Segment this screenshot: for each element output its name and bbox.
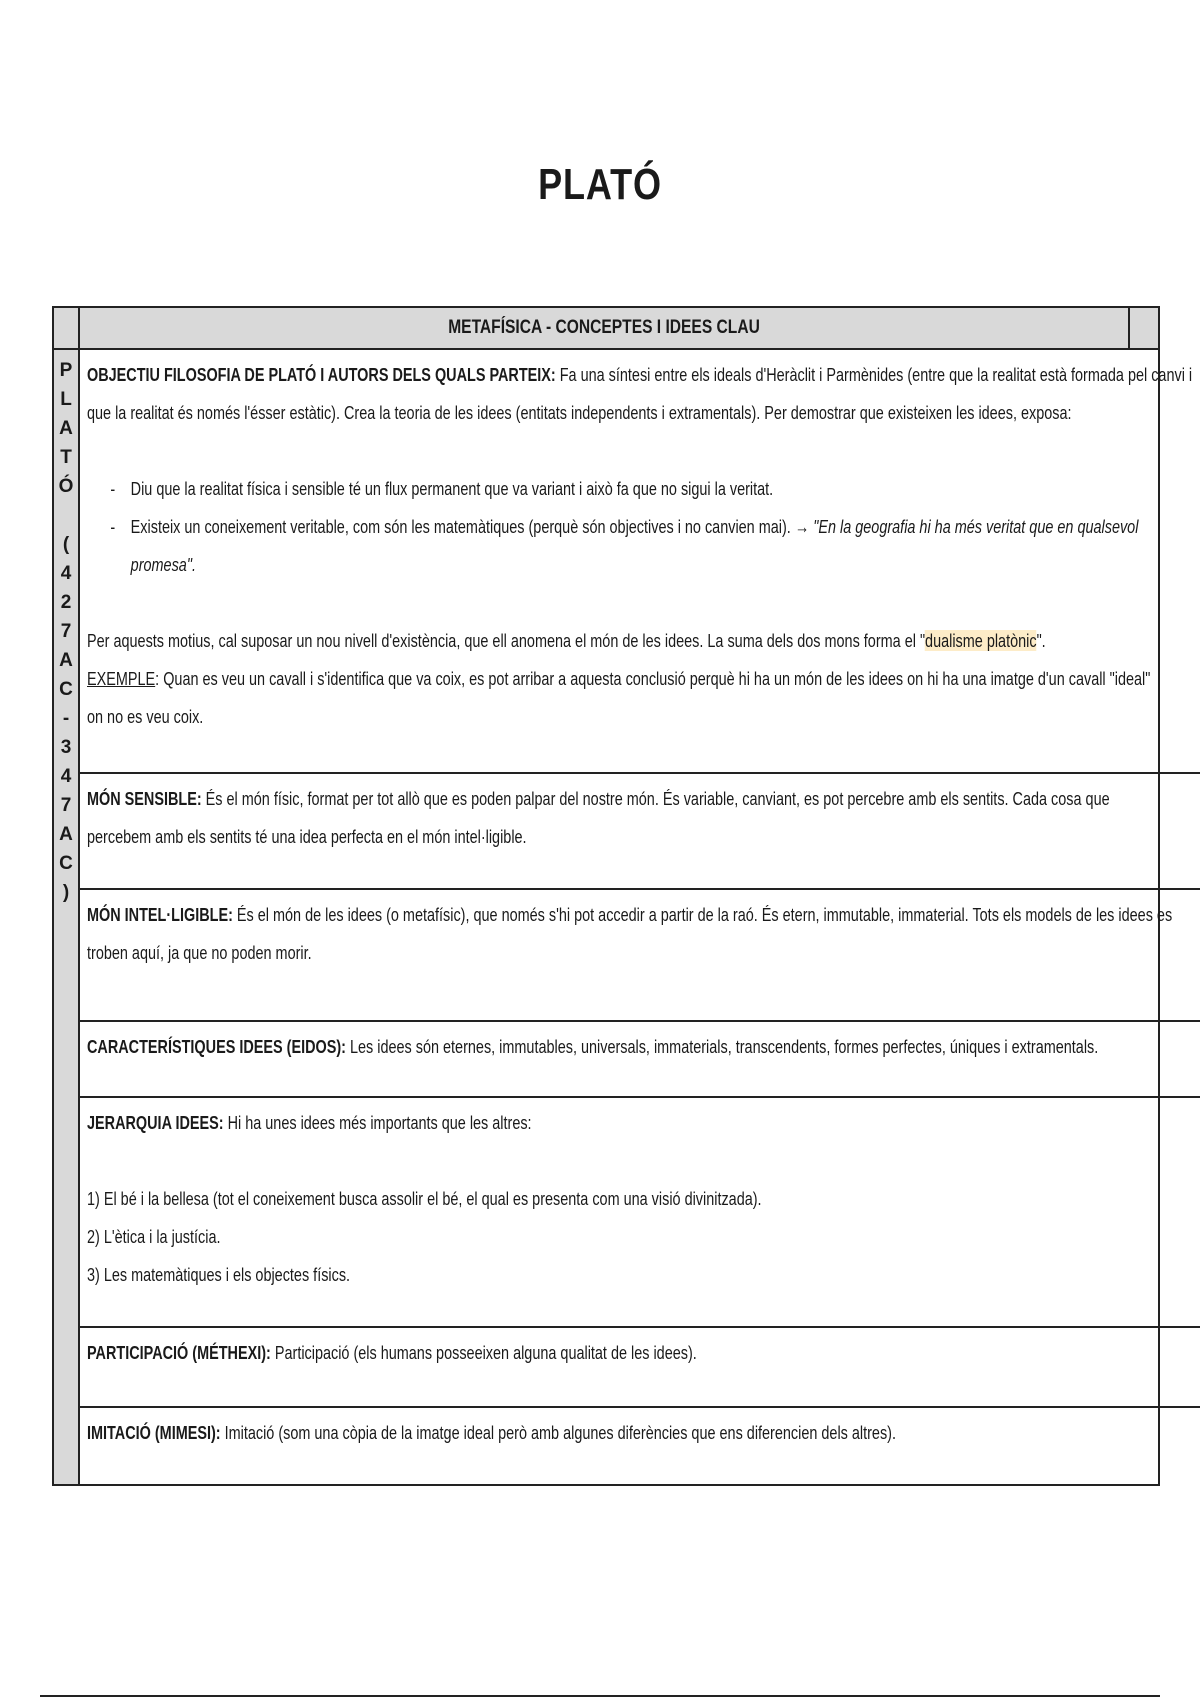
side-char: C	[59, 679, 73, 700]
side-char: A	[59, 650, 73, 671]
mon-sensible-text: És el món físic, format per tot allò que es poden palpar del nostre món. És variable, canviant, es pot percebre amb els sentits. Cada cosa que	[201, 788, 1110, 809]
bullet-quote: "En la geografia hi ha més veritat que en qualsevol	[813, 516, 1139, 537]
section-imitacio	[80, 1408, 1200, 1484]
bullet-marker: -	[110, 516, 116, 537]
highlighted-term: dualisme platònic	[925, 630, 1037, 651]
sections	[80, 350, 1200, 1484]
concepts-table	[52, 306, 1193, 1486]
side-char: 7	[60, 795, 72, 816]
spacer	[87, 1142, 1200, 1180]
section-mon-sensible	[80, 774, 1200, 890]
para-text: Per aquests motius, cal suposar un nou nivell d'existència, que ell anomena el món de les idees. La suma dels dos mons forma el "	[87, 630, 926, 651]
bullet-item	[87, 470, 1140, 508]
objectiu-line-1	[87, 356, 1193, 394]
example-text: : Quan es veu un cavall i s'identifica que va coix, es pot arribar a aquesta conclusió perquè hi ha un món de les idees on hi ha una imatge d'un cavall "ideal"	[155, 668, 1151, 689]
side-char: 3	[60, 737, 72, 758]
participacio-text: Participació (els humans posseeixen alguna qualitat de les idees).	[270, 1342, 697, 1363]
participacio-heading: PARTICIPACIÓ (MÉTHEXI):	[87, 1342, 271, 1363]
list-item: 1) El bé i la bellesa (tot el coneixement busca assolir el bé, el qual es presenta com una visió divinitzada).	[87, 1188, 762, 1209]
example-line	[87, 660, 1151, 698]
side-char: T	[60, 447, 72, 468]
jerarquia-heading: JERARQUIA IDEES:	[87, 1112, 224, 1133]
mon-sensible-line-2: percebem amb els sentits té una idea perfecta en el món intel·ligible.	[87, 826, 527, 847]
caracteristiques-heading: CARACTERÍSTIQUES IDEES (EIDOS):	[87, 1036, 346, 1057]
section-objectiu	[80, 350, 1200, 774]
objectiu-line-2: que la realitat és només l'ésser estàtic). Crea la teoria de les idees (entitats independents i extramentals). Per demostrar que existeixen les idees, exposa:	[87, 402, 1072, 423]
section-caracteristiques	[80, 1022, 1200, 1098]
jerarquia-line	[87, 1104, 1117, 1142]
mon-intelligible-heading: MÓN INTEL·LIGIBLE:	[87, 904, 233, 925]
table-header-text: METAFÍSICA - CONCEPTES I IDEES CLAU	[448, 317, 760, 338]
side-char: (	[62, 534, 70, 555]
side-char: 4	[60, 563, 72, 584]
example-continuation: on no es veu coix.	[87, 706, 204, 727]
mon-intelligible-text: És el món de les idees (o metafísic), que només s'hi pot accedir a partir de la raó. És etern, immutable, immaterial. Tots els models de les idees es	[232, 904, 1173, 925]
spacer	[87, 432, 1200, 470]
bullet-text: Existeix un coneixement veritable, com són les matemàtiques (perquè són objectives i no canvien mai). →	[130, 516, 814, 537]
side-char: Ó	[58, 476, 74, 497]
bottom-rule	[40, 1695, 1160, 1697]
mon-sensible-line-1	[87, 780, 1117, 818]
side-char: )	[62, 882, 70, 903]
caracteristiques-text: Les idees són eternes, immutables, universals, immaterials, transcendents, formes perfectes, úniques i extramentals.	[345, 1036, 1099, 1057]
side-char: P	[59, 360, 73, 381]
imitacio-text: Imitació (som una còpia de la imatge ideal però amb algunes diferències que ens diferencien dels altres).	[220, 1422, 896, 1443]
table-header-row	[54, 308, 1158, 350]
mon-intelligible-line-2: troben aquí, ja que no poden morir.	[87, 942, 312, 963]
mon-intelligible-line-1	[87, 896, 1173, 934]
side-char: 7	[60, 621, 72, 642]
side-char: -	[62, 708, 70, 729]
mon-sensible-heading: MÓN SENSIBLE:	[87, 788, 202, 809]
para-end: ".	[1036, 630, 1046, 651]
list-item: 2) L'ètica i la justícia.	[87, 1226, 221, 1247]
side-label	[54, 350, 80, 1484]
side-char: A	[59, 824, 73, 845]
side-char: 4	[60, 766, 72, 787]
side-char	[53, 501, 79, 530]
section-participacio	[80, 1328, 1200, 1408]
bullet-quote-end: promesa".	[130, 554, 196, 575]
bullet-text: Diu que la realitat física i sensible té un flux permanent que va variant i això fa que no sigui la veritat.	[130, 478, 774, 499]
caracteristiques-line	[87, 1028, 1117, 1066]
participacio-line	[87, 1334, 1117, 1372]
side-char: A	[59, 418, 73, 439]
side-char: C	[59, 853, 73, 874]
imitacio-line	[87, 1414, 1117, 1452]
page-title: PLATÓ	[538, 160, 662, 209]
side-char: L	[60, 389, 72, 410]
table-body	[54, 350, 1193, 1484]
header-right-cell	[1130, 308, 1158, 348]
jerarquia-text: Hi ha unes idees més importants que les altres:	[223, 1112, 532, 1133]
imitacio-heading: IMITACIÓ (MIMESI):	[87, 1422, 221, 1443]
section-jerarquia	[80, 1098, 1200, 1328]
example-label: EXEMPLE	[87, 668, 156, 689]
header-left-cell	[54, 308, 80, 348]
spacer	[87, 584, 1200, 622]
objectiu-heading: OBJECTIU FILOSOFIA DE PLATÓ I AUTORS DELS QUALS PARTEIX:	[87, 364, 556, 385]
table-header	[80, 308, 1130, 348]
side-char: 2	[60, 592, 72, 613]
objectiu-text: Fa una síntesi entre els ideals d'Heràclit i Parmènides (entre que la realitat està formada pel canvi i	[555, 364, 1193, 385]
section-mon-intelligible	[80, 890, 1200, 1022]
list-item: 3) Les matemàtiques i els objectes físics.	[87, 1264, 351, 1285]
bullet-marker: -	[110, 478, 116, 499]
bullet-item	[87, 508, 1140, 546]
dualisme-paragraph	[87, 622, 1117, 660]
bullet-continuation	[87, 546, 1160, 584]
